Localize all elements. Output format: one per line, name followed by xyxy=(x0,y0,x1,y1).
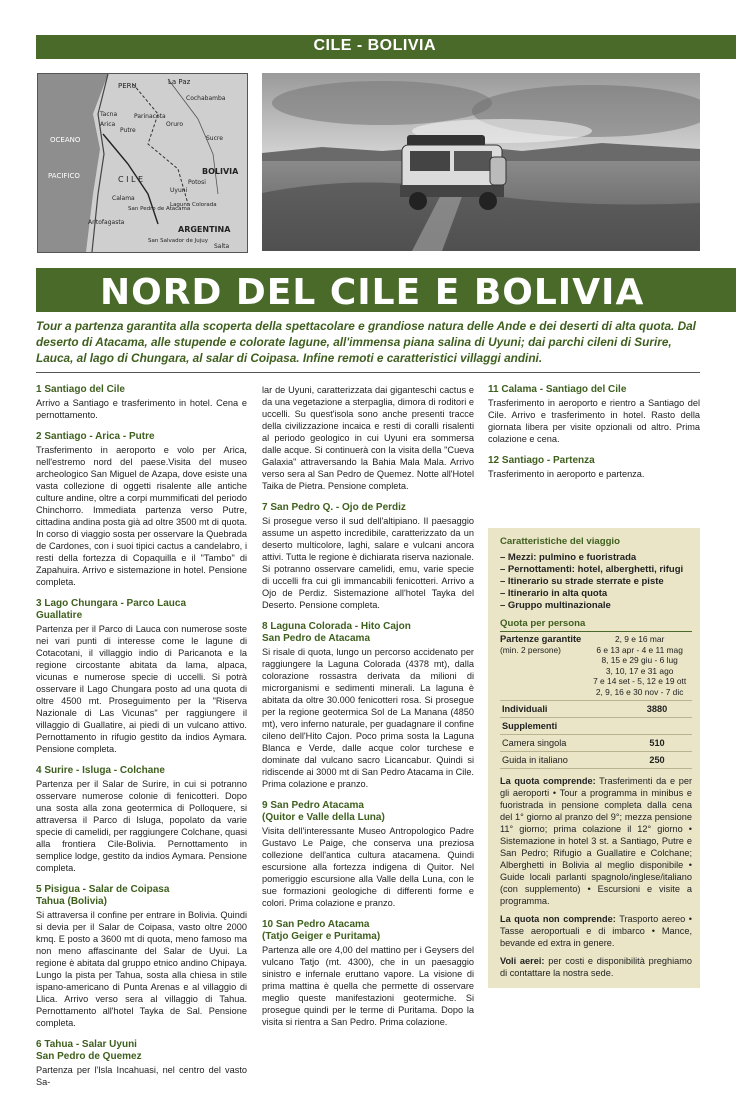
day-text: Trasferimento in aeroporto e partenza. xyxy=(488,469,645,479)
map-label: BOLIVIA xyxy=(202,167,239,176)
day-heading: 10 San Pedro Atacama (Tatjo Geiger e Puritama) xyxy=(262,919,381,942)
map-label: Arica xyxy=(100,121,116,128)
price-label: Supplementi xyxy=(502,721,558,731)
departures-subtitle: (min. 2 persone) xyxy=(500,644,561,655)
includes-label: La quota comprende: xyxy=(500,776,596,786)
price-label: Individuali xyxy=(502,704,548,714)
map-label: Tacna xyxy=(100,111,118,118)
map-label: PACIFICO xyxy=(48,172,80,180)
feature-item: – Itinerario in alta quota xyxy=(500,588,608,599)
day-heading: 12 Santiago - Partenza xyxy=(488,455,595,466)
intro-text: Tour a partenza garantita alla scoperta della spettacolare e grandiose natura delle Ande e dei deserti di alta quota. Dal deserto di Atacama, alle stupende e colorate lagune, all'immensa piana salina di Uyuni; dai parchi cileni di Surire, Lauca, al lago di Chungara, al salar di Coipasa. Infine remoti e caratteristici villaggi andini. xyxy=(36,319,696,365)
map-label: Putre xyxy=(120,127,136,134)
price-value: 510 xyxy=(649,738,665,748)
day-text: Trasferimento in aeroporto e volo per Arica, nell'estremo nord del paese.Visita del museo archeologico San Miguel de Azapa, dove esiste una vasta collezione di oggetti risalente alle antiche culture andine, oltre a corpi mummificati del periodo Chinchorro. Immediata partenza verso Putre, cittadina andina posta già ad oltre 3500 mt di quota. In corso di viaggio sosta per osservare la Quebrada de Cardones, con i suoi tipici cactus a candelabro, i resti della fortezza di Copaquilla e il "Tambo" di Zapahuira. Arrivo e sistemazione in hotel. Pensione completa. xyxy=(36,445,247,587)
itinerary-column-3 xyxy=(488,384,700,490)
route-map xyxy=(37,73,248,253)
day-text: Partenza per l'Isla Incahuasi, nel centro del vasto Sa- xyxy=(36,1065,247,1087)
price-value xyxy=(622,720,692,732)
day-text: Partenza alle ore 4,00 del mattino per i Geysers del vulcano Tatjo (mt. 4300), che in un paesaggio sinistro e infernale eruttano vapore. La visione di prima mattina è quella che permette di osservare meglio queste manifestazioni geotermiche. Si prosegue quindi per le terme di Puritama. Dopo la visita si rientra a San Pedro. Prima colazione. xyxy=(262,945,474,1027)
map-label: San Pedro de Atacama xyxy=(128,206,191,212)
itinerary-column-2 xyxy=(262,384,474,1038)
price-row xyxy=(500,717,692,734)
departure-date: 2, 9 e 16 mar xyxy=(614,634,665,644)
price-label: Guida in italiano xyxy=(502,755,568,765)
departure-date: 2, 9, 16 e 30 nov - 7 dic xyxy=(595,686,684,697)
map-label: Antofagasta xyxy=(88,219,125,226)
photo-graphic xyxy=(262,73,700,251)
day-heading: 8 Laguna Colorada - Hito Cajon San Pedro de Atacama xyxy=(262,621,411,644)
day-heading: 1 Santiago del Cile xyxy=(36,384,125,395)
excludes-label: La quota non comprende: xyxy=(500,914,616,924)
price-label: Camera singola xyxy=(502,738,567,748)
map-label: OCEANO xyxy=(50,136,81,144)
day-heading: 9 San Pedro Atacama (Quitor e Valle della Luna) xyxy=(262,800,385,823)
map-label: Calama xyxy=(112,195,135,202)
includes-text xyxy=(500,775,692,907)
day-text: Si risale di quota, lungo un percorso accidenato per raggiungere la Laguna Colorada (4378 mt), dalla colorazione rossastra derivata da milioni di microrganismi e sedimenti minerali. La laguna è abitata da oltre 30.000 fenicotteri rosa. Si prosegue per la regione geotermica Sol de La Manana (4850 mt), vero inferno naturale, per guadagnare il confine cileno dell'Hito Cajon. Poco prima sosta la Laguna Blanca e Verde, dalle acque color turchese e dominate dal vulcano sacro Licancabur. Quindi si ridiscende ai 3000 mt di San Pedro Atacama in Cile. Prima colazione e pranzo. xyxy=(262,647,474,789)
map-label: C I L E xyxy=(118,175,144,184)
includes-body: Trasferimenti da e per gli aeroporti • Tour a programma in minibus e fuoristrada in pensione completa dalla cena del 1° giorno al pranzo del 9°; mezza pensione 11° giorno; prima colazione il 12° giorno • Sistemazione in hotel 3 st. a Santiago, Putre e San Pedro; Rifugio a Guallatire e Colchane; Alberghetti in Bolivia al meglio disponibile • Guide locali parlanti spagnolo/inglese/italiano (con supplemento) • Escursioni e visite a programma. xyxy=(500,776,692,906)
day-heading: 5 Pisigua - Salar de Coipasa Tahua (Bolivia) xyxy=(36,884,170,907)
price-row xyxy=(500,734,692,751)
departures-title: Partenze garantite xyxy=(500,633,582,644)
price-row xyxy=(500,751,692,769)
departure-date: 6 e 13 apr - 4 e 11 mag xyxy=(596,644,683,655)
day-heading: 6 Tahua - Salar Uyuni San Pedro de Quemez xyxy=(36,1039,142,1062)
map-label: San Salvador de Jujuy xyxy=(148,238,208,244)
map-graphic xyxy=(38,74,247,252)
day-text: Visita dell'interessante Museo Antropologico Padre Gustavo Le Paige, che conserva una preziosa collezione dell'antica cultura atacamena. Quindi escursione alla fortezza indigena di Quitor. Nel pomeriggio escursione alla Valle della Luna, con le sue formazioni geologiche di differenti forme e colori. Prima colazione e pranzo. xyxy=(262,826,474,908)
departure-date: 7 e 14 set - 5, 12 e 19 ott xyxy=(593,676,687,686)
map-label: Sucre xyxy=(206,135,223,142)
departure-dates xyxy=(587,634,692,697)
day-heading: 2 Santiago - Arica - Putre xyxy=(36,431,155,442)
map-label: Oruro xyxy=(166,121,183,128)
offroad-photo xyxy=(262,73,700,251)
departure-date: 8, 15 e 29 giu - 6 lug xyxy=(601,655,678,665)
departure-date: 3, 10, 17 e 31 ago xyxy=(605,665,674,676)
page-title: NORD DEL CILE E BOLIVIA xyxy=(100,272,645,313)
feature-item: – Mezzi: pulmino e fuoristrada xyxy=(500,552,637,563)
excludes-text xyxy=(500,913,692,949)
flights-text xyxy=(500,955,692,979)
departures-block xyxy=(500,634,692,697)
header-title: CILE - BOLIVIA xyxy=(313,37,436,54)
day-heading: 3 Lago Chungara - Parco Lauca Guallatire xyxy=(36,598,187,621)
departures-label xyxy=(500,634,587,697)
feature-item: – Itinerario su strade sterrate e piste xyxy=(500,576,664,587)
flights-body: per costi e disponibilità preghiamo di contattare la nostra sede. xyxy=(500,956,693,978)
day-text: Arrivo a Santiago e trasferimento in hotel. Cena e pernottamento. xyxy=(36,398,247,420)
map-label: La Paz xyxy=(168,78,191,86)
feature-item: – Gruppo multinazionale xyxy=(500,600,611,611)
features-list xyxy=(500,552,692,612)
day-text: Si prosegue verso il sud dell'altipiano. Il paesaggio assume un aspetto incredibile, caratterizzato da un deserto multicolore, laghi, salare e vulcani ancora attivi. Tutta le regione è dichiarata riserva nazionale. Si potranno osservare camelidi, emu, varie specie di uccelli fra cui gli immancabili fenicotteri. Arrivo a Ojo de Perdiz. Sistemazione all'hotel Tayka del Deserto. Pensione completa. xyxy=(262,516,474,610)
map-label: ARGENTINA xyxy=(178,225,231,234)
day-text: Trasferimento in aeroporto e rientro a Santiago del Cile. Arrivo e trasferimento in hotel. Rasto della giornata libera per visite opzionali od altro. Prima colazione e cena. xyxy=(488,398,700,444)
day-text: Si attraversa il confine per entrare in Bolivia. Quindi si devia per il Salar de Coipasa, vasto oltre 2000 kmq. E posto a 3600 mt di quota, meno famoso ma non meno affascinante del Salar de Uyui. La regione è abitata dal gruppo etnico andino Chipaya. Lungo la pista per Tahua, sosta alla chiesa in stile ispano-americano di Punta Arenas e al villaggio di Llica. Arrivo verso sera al villaggio di Tahua. Pernottamento all'hotel Tayka de Sal. Pensione completa. xyxy=(36,910,247,1028)
map-label: Salta xyxy=(214,243,230,250)
day-heading: 4 Surire - Isluga - Colchane xyxy=(36,765,165,776)
map-label: Uyuni xyxy=(170,187,188,194)
price-table xyxy=(500,700,692,769)
excludes-body: Trasporto aereo • Tasse aeroportuali e di imbarco • Mance, bevande ed extra in genere. xyxy=(500,914,692,948)
map-label: Parinacota xyxy=(134,113,166,120)
map-label: PERU xyxy=(118,82,137,90)
price-value: 250 xyxy=(649,755,665,765)
day-text: Partenza per il Salar de Surire, in cui si potranno osservare numerose colonie di fenicotteri. Dopo una sosta alla zona geotermica di Polloquere, si attraversa il Parco di Isluga, popolato da varie specie di camelidi, per raggiungere Colchane, quasi alla frontiera Cile-Bolivia. Pernottamento in semplice lodge, gestito da indios Aymara. Pensione completa. xyxy=(36,779,247,873)
itinerary-column-1 xyxy=(36,384,247,1098)
flights-label: Voli aerei: xyxy=(500,956,545,966)
divider xyxy=(36,372,700,373)
price-heading: Quota per persona xyxy=(500,618,692,632)
trip-info-box xyxy=(488,528,700,988)
day-heading: 7 San Pedro Q. - Ojo de Perdiz xyxy=(262,502,406,513)
day-heading: 11 Calama - Santiago del Cile xyxy=(488,384,627,395)
header-bar xyxy=(36,35,736,59)
price-row xyxy=(500,700,692,717)
map-label: Laguna Colorada xyxy=(170,202,217,208)
price-value: 3880 xyxy=(646,704,668,714)
map-label: Cochabamba xyxy=(186,95,226,102)
day-text: Partenza per il Parco di Lauca con numerose soste nei vari punti di interesse come le lagune di Cotacotani, il villaggio indio di Paricanota e la regione circostante abitata da lama, alpaca, vicunas e numerose specie di uccelli. Si potrà osservare il Lago Chungara posto ad una quota di oltre 4500 mt. Proseguimento per la "Riserva Nazionale di Las Vicunas" per raggiungere il villaggio di Guallatire, ai piedi di un vulcano attivo. Pernottamento in rifugio gestito da indios Aymara. Pensione completa. xyxy=(36,624,247,754)
day-text: lar de Uyuni, caratterizzata dai giganteschi cactus e da una vegetazione a sterpaglia, dimora di roditori e uccelli. Su quest'isola sono anche presenti tracce della civilizzazione incaica e resti di coralli risalenti al periodo geologico in cui Uyuni era sommersa dalle acque. Si continuerà con la visita della "Cueva Galaxia" attraversando la Bahia Mala Mala. Arrivo verso sera al San Pedro de Quemez. Notte all'Hotel Taika de Pietra. Pensione completa. xyxy=(262,385,474,491)
box-heading: Caratteristiche del viaggio xyxy=(500,536,620,547)
map-label: Potosi xyxy=(188,179,206,186)
feature-item: – Pernottamenti: hotel, alberghetti, rifugi xyxy=(500,564,684,575)
